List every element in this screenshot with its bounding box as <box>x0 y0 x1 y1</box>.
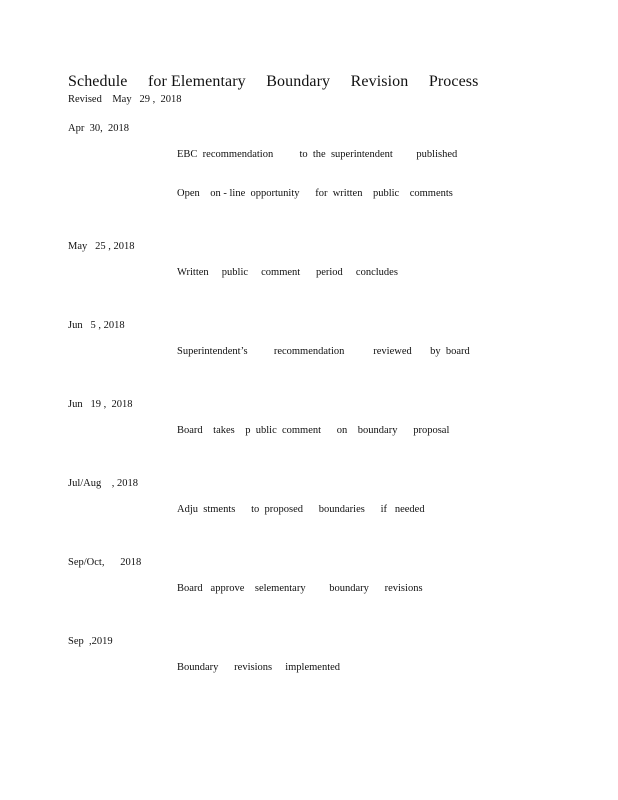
schedule-item <box>68 319 548 384</box>
schedule-line: EBC recommendation to the superintendent published <box>177 149 458 160</box>
schedule-item <box>68 556 548 621</box>
schedule-date: Jun 5 , 2018 <box>68 320 125 331</box>
schedule-line: Written public comment period concludes <box>177 267 398 278</box>
schedule-list <box>68 122 548 714</box>
schedule-date: Jun 19 , 2018 <box>68 399 133 410</box>
schedule-description <box>177 122 457 226</box>
schedule-line: Adju stments to proposed boundaries if needed <box>177 504 425 515</box>
schedule-line: Open on - line opportunity for written public comments <box>177 188 453 199</box>
schedule-description <box>177 240 398 305</box>
schedule-description <box>177 556 423 621</box>
revision-date: Revised May 29 , 2018 <box>68 94 182 105</box>
schedule-description <box>177 635 340 700</box>
schedule-date: Jul/Aug , 2018 <box>68 478 139 489</box>
schedule-line: Board takes p ublic comment on boundary proposal <box>177 425 450 436</box>
schedule-date: Apr 30, 2018 <box>68 123 129 134</box>
schedule-description <box>177 319 470 384</box>
schedule-item <box>68 122 548 226</box>
schedule-line: Superintendent’s recommendation reviewed by board <box>177 346 470 357</box>
page-title: Schedule for Elementary Boundary Revision Process <box>68 73 479 90</box>
schedule-date: May 25 , 2018 <box>68 241 135 252</box>
schedule-item <box>68 635 548 700</box>
schedule-item <box>68 477 548 542</box>
schedule-date: Sep ,2019 <box>68 636 113 647</box>
schedule-line: Boundary revisions implemented <box>177 662 341 673</box>
schedule-description <box>177 398 449 463</box>
schedule-description <box>177 477 425 542</box>
schedule-line: Board approve selementary boundary revisions <box>177 583 423 594</box>
schedule-item <box>68 240 548 305</box>
schedule-item <box>68 398 548 463</box>
schedule-date: Sep/Oct, 2018 <box>68 557 142 568</box>
